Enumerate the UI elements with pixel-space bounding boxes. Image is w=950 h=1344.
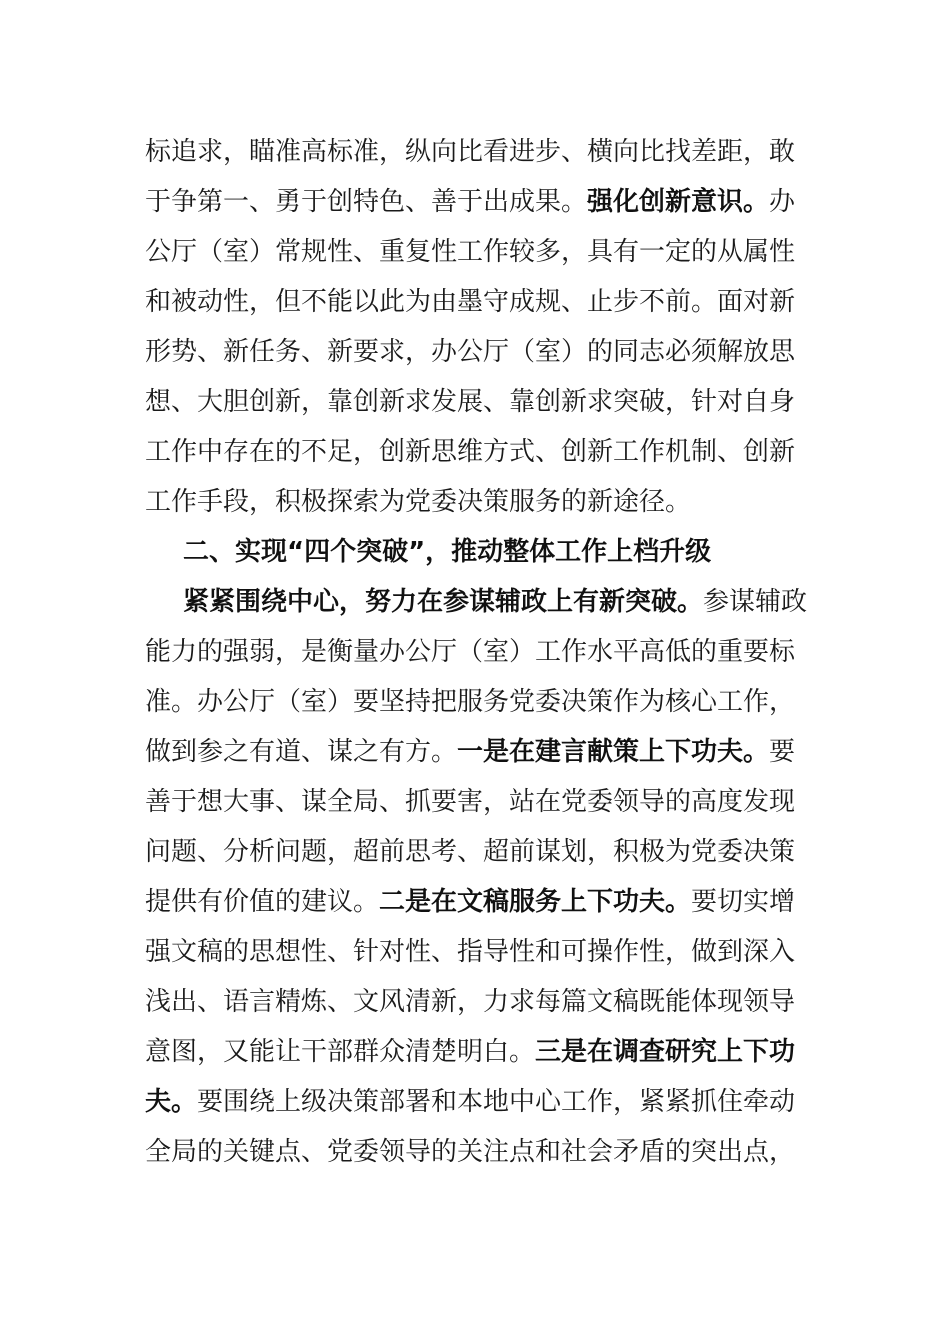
text-line [145,1127,805,1177]
text-segment: 办 [769,187,796,217]
text-segment: 于争第一、勇于创特色、善于出成果。 [145,187,588,217]
text-segment: 浅出、语言精炼、文风清新，力求每篇文稿既能体现领导 [145,987,796,1017]
text-line [145,777,805,827]
text-segment: 标追求，瞄准高标准，纵向比看进步、横向比找差距，敢 [145,137,796,167]
text-segment: 要围绕上级决策部署和本地中心工作，紧紧抓住牵动 [197,1087,796,1117]
text-line [145,677,805,727]
text-line [145,727,805,777]
text-line [145,427,805,477]
text-line [145,1027,805,1077]
text-line [145,477,805,527]
text-line [145,277,805,327]
text-segment: 准。办公厅（室）要坚持把服务党委决策作为核心工作， [145,687,796,717]
text-segment: 全局的关键点、党委领导的关注点和社会矛盾的突出点， [145,1137,796,1167]
bold-text-segment: 夫。 [145,1087,198,1117]
text-segment: 能力的强弱，是衡量办公厅（室）工作水平高低的重要标 [145,637,796,667]
bold-text-segment: 强化创新意识。 [587,187,770,217]
bold-text-segment: 二是在文稿服务上下功夫。 [379,887,692,917]
text-segment: 提供有价值的建议。 [145,887,380,917]
text-line [145,627,805,677]
body-text [145,127,808,1177]
text-segment: 工作手段，积极探索为党委决策服务的新途径。 [145,487,692,517]
text-line [145,177,805,227]
text-line [145,327,805,377]
text-line [145,877,805,927]
text-segment: 想、大胆创新，靠创新求发展、靠创新求突破，针对自身 [145,387,796,417]
text-segment: 做到参之有道、谋之有方。 [145,737,458,767]
text-line [145,927,805,977]
text-segment: 善于想大事、谋全局、抓要害，站在党委领导的高度发现 [145,787,796,817]
text-segment: 公厅（室）常规性、重复性工作较多，具有一定的从属性 [145,237,796,267]
text-segment: 要 [769,737,796,767]
text-line [145,1077,805,1127]
text-line [145,127,805,177]
text-segment: 意图，又能让干部群众清楚明白。 [145,1037,536,1067]
text-segment: 要切实增 [691,887,796,917]
bold-text-segment: 二、实现“四个突破”，推动整体工作上档升级 [183,537,712,567]
text-line [145,977,805,1027]
text-segment: 工作中存在的不足，创新思维方式、创新工作机制、创新 [145,437,796,467]
bold-text-segment: 一是在建言献策上下功夫。 [457,737,770,767]
text-segment: 问题、分析问题，超前思考、超前谋划，积极为党委决策 [145,837,796,867]
text-line [145,577,808,627]
text-segment: 强文稿的思想性、针对性、指导性和可操作性，做到深入 [145,937,796,967]
text-line [145,527,805,577]
text-line [145,827,805,877]
text-line [145,377,805,427]
text-segment: 参谋辅政 [703,587,808,617]
bold-text-segment: 三是在调查研究上下功 [535,1037,796,1067]
text-segment: 和被动性，但不能以此为由墨守成规、止步不前。面对新 [145,287,796,317]
text-line [145,227,805,277]
text-segment: 形势、新任务、新要求，办公厅（室）的同志必须解放思 [145,337,796,367]
bold-text-segment: 紧紧围绕中心，努力在参谋辅政上有新突破。 [183,587,704,617]
